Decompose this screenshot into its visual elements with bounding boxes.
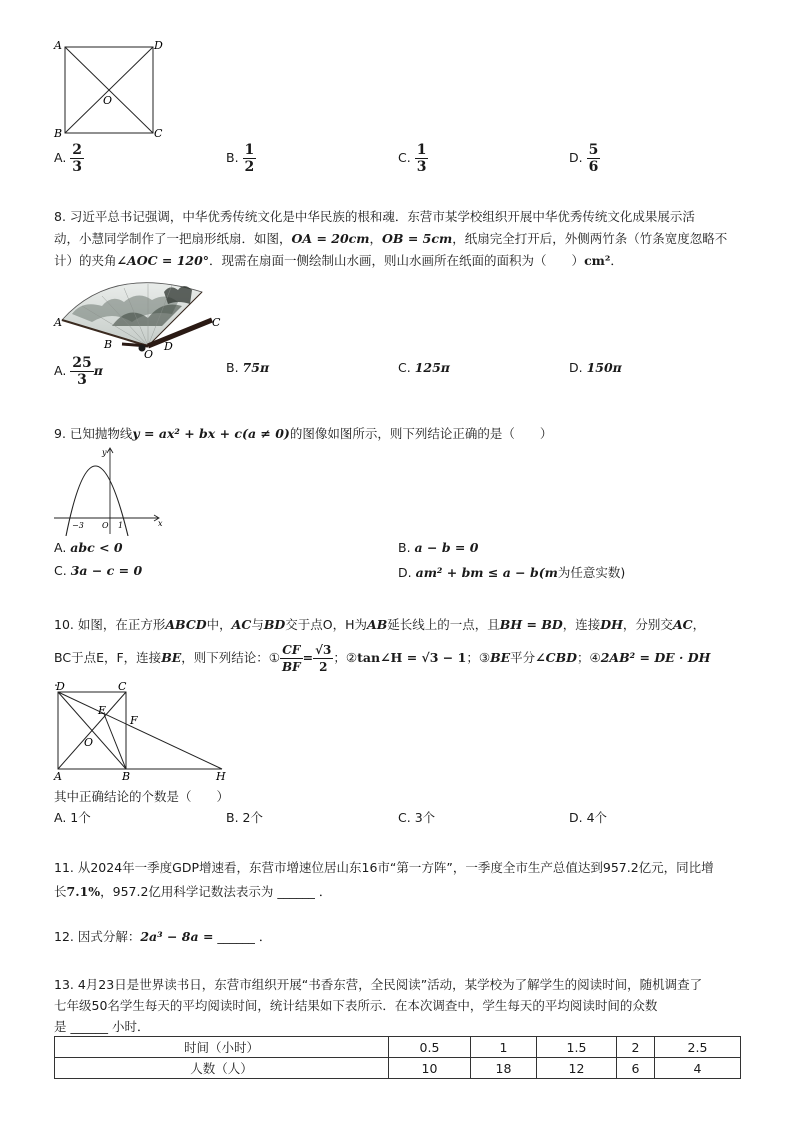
option-value: 150π bbox=[586, 360, 622, 375]
q8-line-2: 动，小慧同学制作了一把扇形纸扇．如图，OA = 20cm，OB = 5cm，纸扇完全打开后，外侧两竹条（竹条宽度忽略不 bbox=[54, 231, 728, 246]
option-letter: C. bbox=[398, 150, 411, 165]
fraction: $\frac{5}{6}$ bbox=[588, 142, 599, 175]
q10-label-d: D bbox=[56, 682, 65, 693]
q12-answer-blank[interactable]: ______ bbox=[217, 929, 255, 944]
q8-label-o: O bbox=[144, 348, 154, 361]
option-note: 为任意实数) bbox=[557, 565, 626, 580]
q10-square-figure bbox=[52, 682, 237, 782]
q11-answer-blank[interactable]: ______ bbox=[277, 884, 315, 899]
option-letter: C. bbox=[398, 360, 411, 375]
option-letter: B. bbox=[226, 810, 239, 825]
q9-option-b[interactable] bbox=[398, 540, 478, 555]
table-cell: 2.5 bbox=[655, 1037, 741, 1058]
option-value: 3个 bbox=[414, 810, 436, 825]
option-letter: C. bbox=[54, 563, 67, 578]
option-value: am² + bm ≤ a − b( bbox=[415, 565, 545, 580]
q7-square-figure bbox=[50, 36, 180, 140]
q8-label-b: B bbox=[104, 338, 113, 351]
option-value: 4个 bbox=[586, 810, 608, 825]
table-cell: 0.5 bbox=[389, 1037, 471, 1058]
q9-parabola-figure bbox=[52, 446, 164, 536]
q10-option-d[interactable] bbox=[569, 808, 607, 826]
q8-option-b[interactable] bbox=[226, 360, 269, 375]
q7-label-b: B bbox=[54, 127, 63, 140]
option-letter: D. bbox=[569, 810, 583, 825]
q9-tick-neg3: −3 bbox=[72, 521, 84, 530]
table-header-cell: 时间（小时） bbox=[55, 1037, 389, 1058]
q9-axis-y: y bbox=[102, 448, 107, 457]
pi-suffix: π bbox=[93, 363, 103, 378]
option-letter: A. bbox=[54, 150, 67, 165]
q10-line-2: BC于点E，F，连接BE，则下列结论：① $\frac{CF}{BF}$ = $\frac{√3}{2}$ ；②tan∠H = √3 − 1；③BE平分∠CBD；④2AB² = DE · DH bbox=[54, 643, 711, 674]
q8-option-c[interactable] bbox=[398, 360, 450, 375]
option-letter: A. bbox=[54, 363, 67, 378]
q10-label-e: E bbox=[98, 704, 107, 717]
option-letter: A. bbox=[54, 810, 67, 825]
q11-line-1: 11. 从2024年一季度GDP增速看，东营市增速位居山东16市“第一方阵”，一季度全市生产总值达到957.2亿元，同比增 bbox=[54, 860, 714, 875]
q13-line-3: 是 ______ 小时． bbox=[54, 1019, 150, 1034]
table-header-cell: 人数（人） bbox=[55, 1058, 389, 1079]
q9-option-a[interactable] bbox=[54, 540, 123, 555]
table-cell: 12 bbox=[537, 1058, 617, 1079]
q10-label-c: C bbox=[118, 682, 127, 693]
table-cell: 6 bbox=[617, 1058, 655, 1079]
q10-text bbox=[54, 612, 744, 689]
q13-answer-blank[interactable]: ______ bbox=[70, 1019, 108, 1034]
fraction: $\frac{2}{3}$ bbox=[72, 142, 83, 175]
q7-option-b[interactable] bbox=[226, 142, 256, 175]
option-value: 2个 bbox=[242, 810, 263, 825]
option-letter: D. bbox=[398, 565, 412, 580]
q10-line-3: . bbox=[54, 674, 58, 689]
q8-label-d: D bbox=[164, 340, 173, 353]
q9-text: 9. 已知抛物线y = ax² + bx + c(a ≠ 0)的图像如图所示，则下列结论正确的是（ ） bbox=[54, 426, 553, 441]
q13-line-2: 七年级50名学生每天的平均阅读时间，统计结果如下表所示．在本次调查中，学生每天的平均阅读时间的众数 bbox=[54, 998, 658, 1013]
option-note-m: m bbox=[544, 565, 558, 580]
option-letter: D. bbox=[569, 150, 583, 165]
q10-option-a[interactable] bbox=[54, 808, 91, 826]
option-value: a − b = 0 bbox=[414, 540, 479, 555]
option-letter: B. bbox=[398, 540, 411, 555]
q10-label-a: A bbox=[54, 770, 62, 782]
q13-line-1: 13. 4月23日是世界读书日，东营市组织开展“书香东营，全民阅读”活动，某学校为了解学生的阅读时间，随机调查了 bbox=[54, 977, 703, 992]
option-value: abc < 0 bbox=[70, 540, 123, 555]
q8-option-a[interactable] bbox=[54, 355, 103, 388]
q7-option-a[interactable] bbox=[54, 142, 84, 175]
option-letter: A. bbox=[54, 540, 67, 555]
fraction: $\frac{25}{3}$ bbox=[72, 355, 92, 388]
q10-label-f: F bbox=[130, 714, 138, 727]
option-value: 75π bbox=[242, 360, 270, 375]
q10-label-o: O bbox=[84, 736, 94, 749]
q7-option-c[interactable] bbox=[398, 142, 428, 175]
q7-label-o: O bbox=[103, 94, 113, 107]
q8-line-1: 8. 习近平总书记强调，中华优秀传统文化是中华民族的根和魂．东营市某学校组织开展中华优秀传统文化成果展示活 bbox=[54, 209, 695, 224]
q8-label-c: C bbox=[212, 316, 221, 329]
q10-line-1: 10. 如图，在正方形ABCD中，AC与BD交于点O，H为AB延长线上的一点，且BH = BD，连接DH，分别交AC， bbox=[54, 617, 706, 632]
table-row bbox=[55, 1037, 741, 1058]
q8-fan-figure bbox=[52, 270, 224, 362]
option-value: 1个 bbox=[70, 810, 91, 825]
table-cell: 1.5 bbox=[537, 1037, 617, 1058]
option-letter: B. bbox=[226, 150, 239, 165]
q8-option-d[interactable] bbox=[569, 360, 622, 375]
q8-text bbox=[54, 206, 744, 272]
q8-label-a: A bbox=[54, 316, 62, 329]
q13-data-table bbox=[54, 1036, 741, 1079]
q10-label-h: H bbox=[216, 770, 226, 782]
q10-option-c[interactable] bbox=[398, 808, 435, 826]
q9-option-c[interactable] bbox=[54, 563, 142, 578]
q13-text bbox=[54, 974, 744, 1037]
q7-label-a: A bbox=[54, 39, 62, 52]
option-value: 3a − c = 0 bbox=[70, 563, 143, 578]
q11-text bbox=[54, 856, 744, 904]
fraction: $\frac{1}{2}$ bbox=[244, 142, 255, 175]
q10-question: 其中正确结论的个数是（ ） bbox=[54, 789, 230, 804]
q11-line-2: 长7.1%，957.2亿用科学记数法表示为 ______ ． bbox=[54, 884, 332, 899]
table-cell: 4 bbox=[655, 1058, 741, 1079]
q10-option-b[interactable] bbox=[226, 808, 263, 826]
table-row bbox=[55, 1058, 741, 1079]
q9-origin: O bbox=[102, 521, 109, 530]
q9-axis-x: x bbox=[158, 519, 163, 528]
table-cell: 10 bbox=[389, 1058, 471, 1079]
fraction: $\frac{1}{3}$ bbox=[416, 142, 427, 175]
q10-label-b: B bbox=[122, 770, 131, 782]
option-value: 125π bbox=[414, 360, 450, 375]
q12-text: 12. 因式分解：2a³ − 8a = ______ ． bbox=[54, 929, 272, 944]
q7-label-d: D bbox=[154, 39, 163, 52]
q9-tick-1: 1 bbox=[118, 521, 124, 530]
option-letter: B. bbox=[226, 360, 239, 375]
table-cell: 1 bbox=[471, 1037, 537, 1058]
table-cell: 2 bbox=[617, 1037, 655, 1058]
q8-line-3: 计）的夹角∠AOC = 120°．现需在扇面一侧绘制山水画，则山水画所在纸面的面积为（ ）cm²． bbox=[54, 253, 623, 268]
table-cell: 18 bbox=[471, 1058, 537, 1079]
q7-option-d[interactable] bbox=[569, 142, 600, 175]
option-letter: D. bbox=[569, 360, 583, 375]
q9-option-d[interactable] bbox=[398, 563, 625, 581]
option-letter: C. bbox=[398, 810, 411, 825]
q7-label-c: C bbox=[154, 127, 163, 140]
